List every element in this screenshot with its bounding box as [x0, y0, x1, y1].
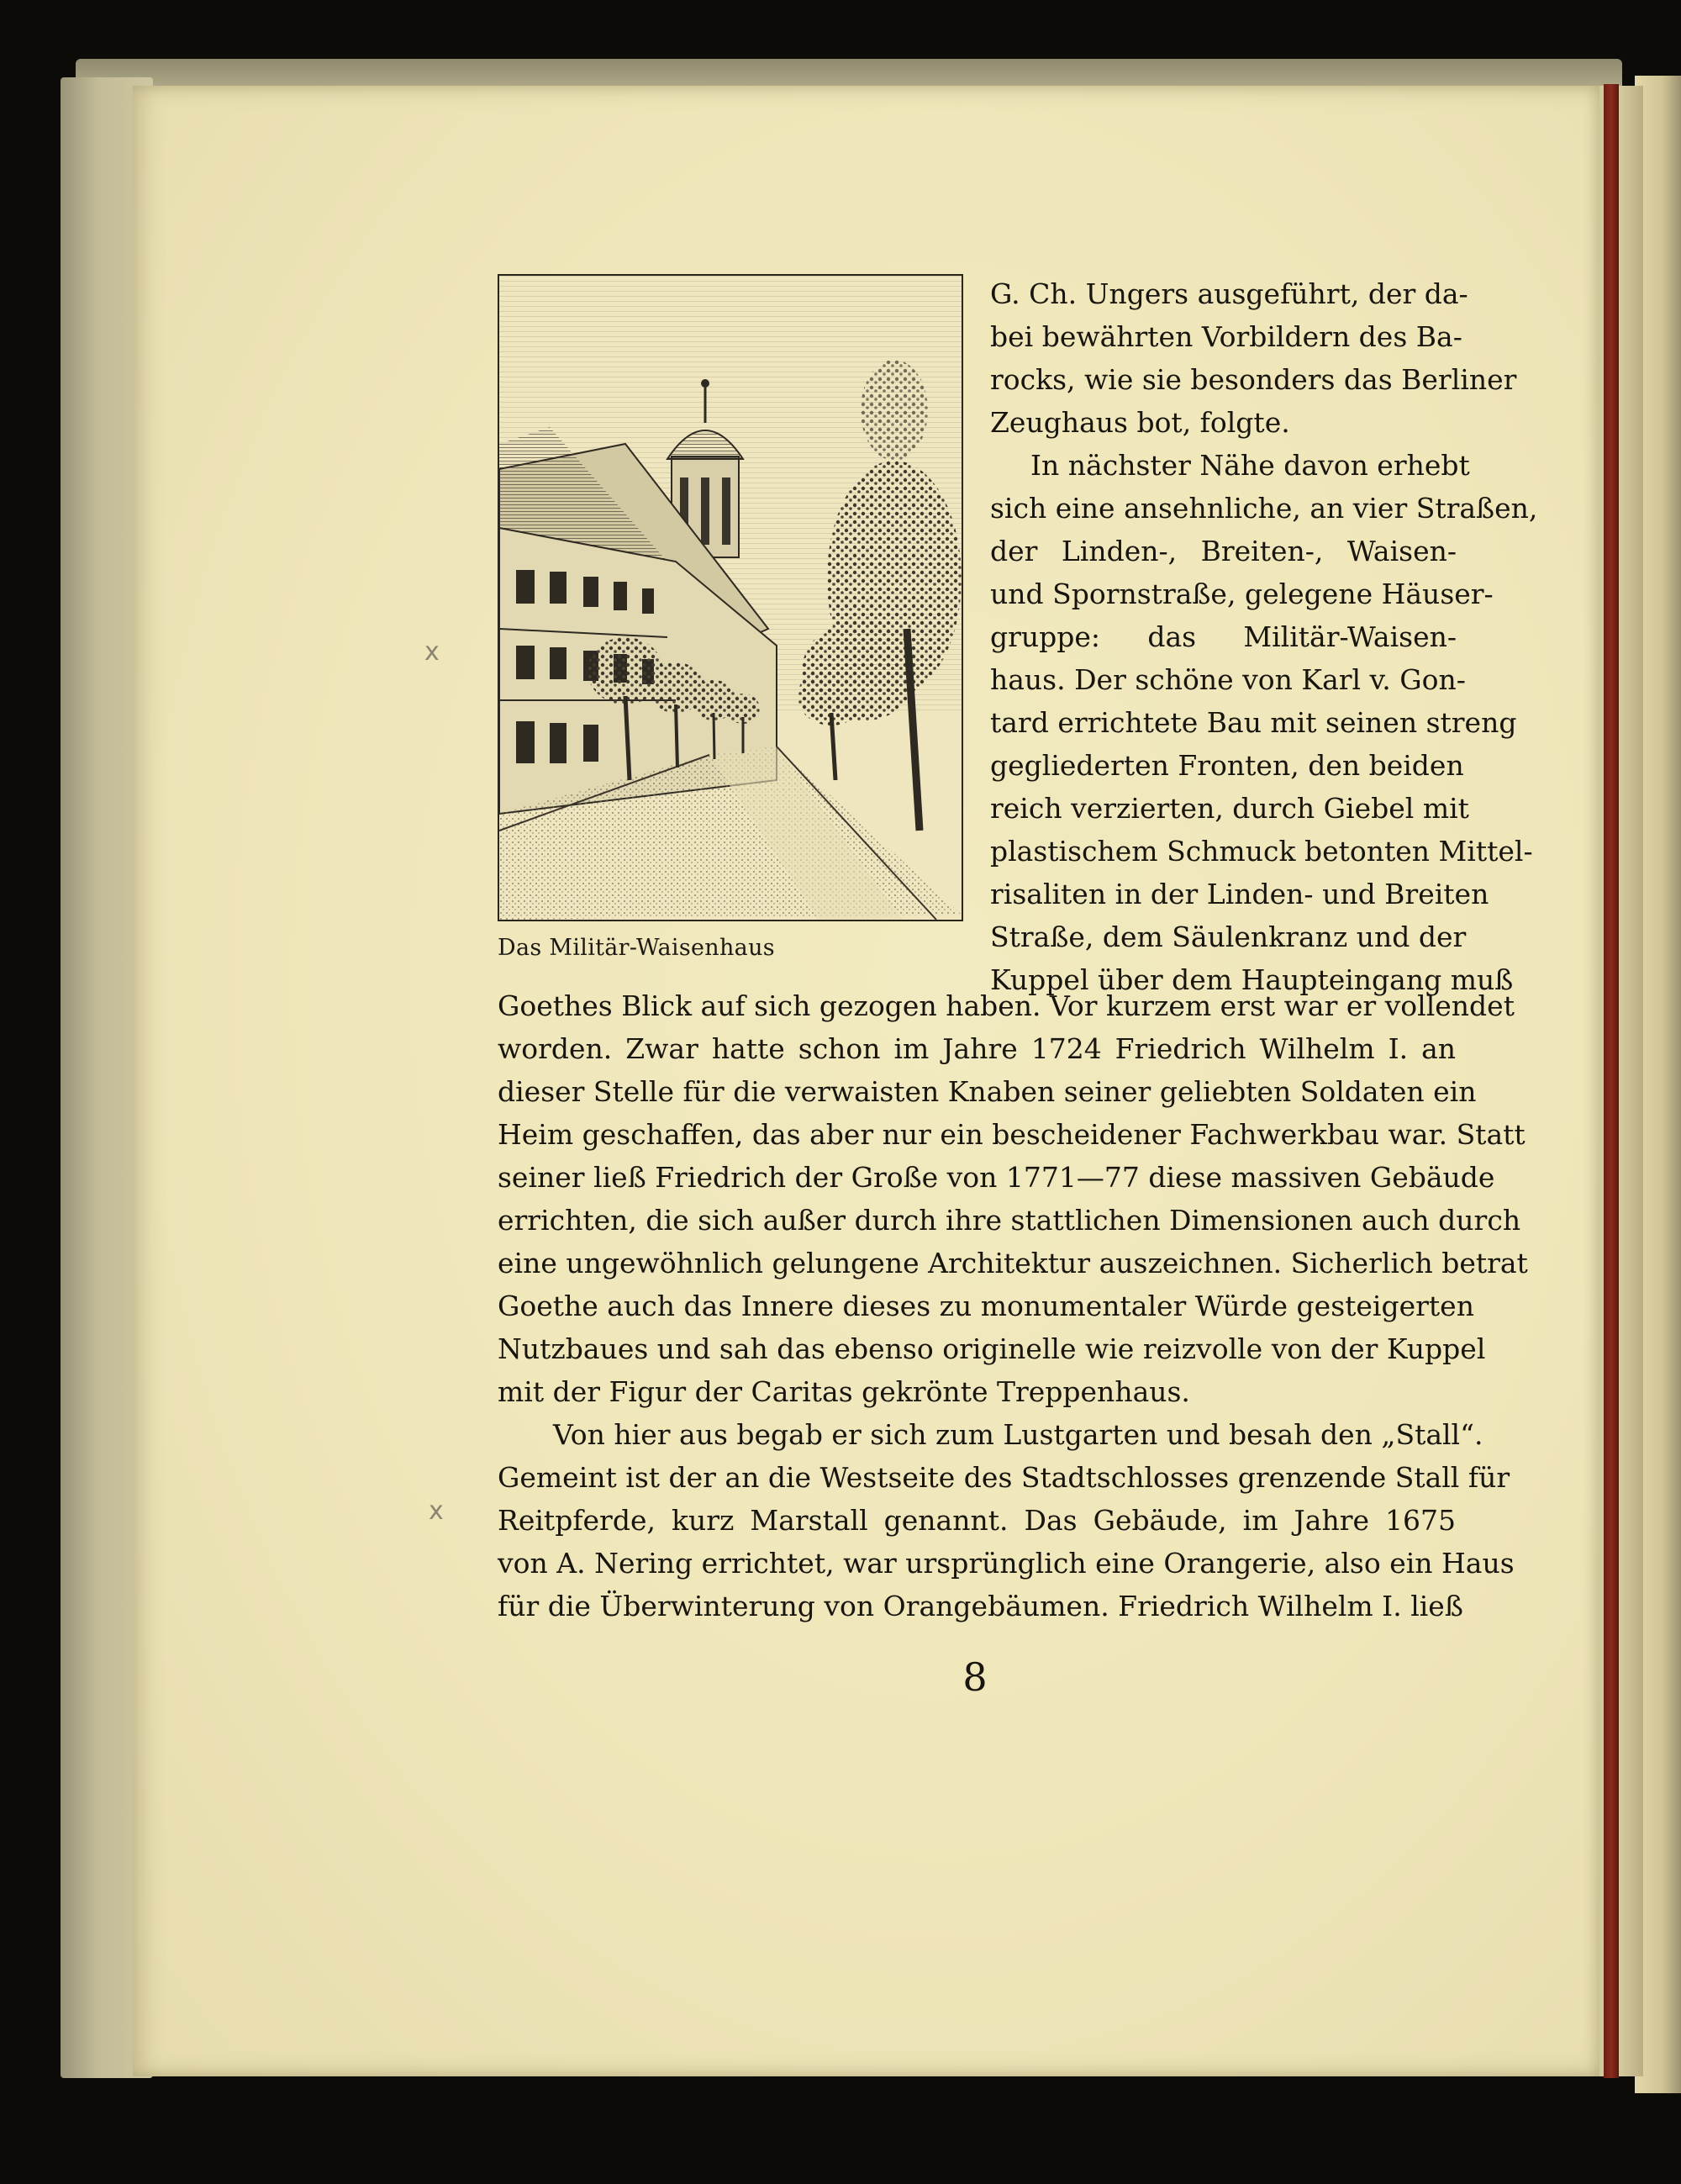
text-line: haus. Der schöne von Karl v. Gon-: [990, 663, 1466, 696]
figure-caption: Das Militär-Waisenhaus: [498, 935, 775, 961]
text-line: für die Überwinterung von Orangebäumen. Friedrich Wilhelm I. ließ: [498, 1590, 1463, 1622]
text-line: von A. Nering errichtet, war ursprünglich eine Orangerie, also ein Haus: [498, 1547, 1515, 1580]
text-line: risaliten in der Linden- und Breiten: [990, 878, 1489, 910]
text-line: Gemeint ist der an die Westseite des Stadtschlosses grenzende Stall für: [498, 1461, 1510, 1494]
text-line: rocks, wie sie besonders das Berliner: [990, 363, 1517, 396]
text-line: bei bewährten Vorbildern des Ba-: [990, 320, 1462, 353]
text-line: tard errichtete Bau mit seinen streng: [990, 706, 1517, 739]
text-line: Nutzbaues und sah das ebenso originelle wie reizvolle von der Kuppel: [498, 1332, 1486, 1365]
text-line: errichten, die sich außer durch ihre stattlichen Dimensionen auch durch: [498, 1204, 1521, 1237]
text-line: sich eine ansehnliche, an vier Straßen,: [990, 492, 1538, 525]
text-line: mit der Figur der Caritas gekrönte Treppenhaus.: [498, 1375, 1190, 1408]
text-line: Goethe auch das Innere dieses zu monumentaler Würde gesteigerten: [498, 1290, 1474, 1322]
text-line: gegliederten Fronten, den beiden: [990, 749, 1464, 782]
text-line: In nächster Nähe davon erhebt: [1030, 449, 1470, 482]
text-line: worden. Zwar hatte schon im Jahre 1724 Friedrich Wilhelm I. an: [498, 1032, 1456, 1065]
red-binding-strip: [1604, 84, 1619, 2078]
text-line: der Linden-, Breiten-, Waisen-: [990, 535, 1457, 567]
engraving-drawing: [499, 276, 962, 920]
right-column-text: [990, 272, 1538, 1001]
text-line: reich verzierten, durch Giebel mit: [990, 792, 1469, 825]
text-line: gruppe: das Militär-Waisen-: [990, 620, 1457, 653]
pencil-mark: x: [429, 1496, 444, 1526]
text-line: Zeughaus bot, folgte.: [990, 406, 1290, 439]
text-line: Heim geschaffen, das aber nur ein bescheidener Fachwerkbau war. Statt: [498, 1118, 1526, 1151]
text-line: Reitpferde, kurz Marstall genannt. Das Gebäude, im Jahre 1675: [498, 1504, 1456, 1537]
text-line: G. Ch. Ungers ausgeführt, der da-: [990, 277, 1468, 310]
text-line: seiner ließ Friedrich der Große von 1771—77 diese massiven Gebäude: [498, 1161, 1495, 1194]
main-column-text: [498, 984, 1528, 1627]
text-line: Kuppel über dem Haupteingang muß: [990, 963, 1514, 996]
orphanage-illustration: [498, 274, 963, 921]
text-line: Goethes Blick auf sich gezogen haben. Vor kurzem erst war er vollendet: [498, 989, 1515, 1022]
text-line: eine ungewöhnlich gelungene Architektur auszeichnen. Sicherlich betrat: [498, 1247, 1528, 1279]
text-line: plastischem Schmuck betonten Mittel-: [990, 835, 1533, 868]
pencil-mark: x: [424, 637, 440, 667]
text-line: Straße, dem Säulenkranz und der: [990, 921, 1467, 953]
text-line: Von hier aus begab er sich zum Lustgarten und besah den „Stall“.: [553, 1418, 1483, 1451]
text-line: dieser Stelle für die verwaisten Knaben seiner geliebten Soldaten ein: [498, 1075, 1477, 1108]
text-line: und Spornstraße, gelegene Häuser-: [990, 578, 1494, 610]
page-number: 8: [962, 1654, 988, 1700]
